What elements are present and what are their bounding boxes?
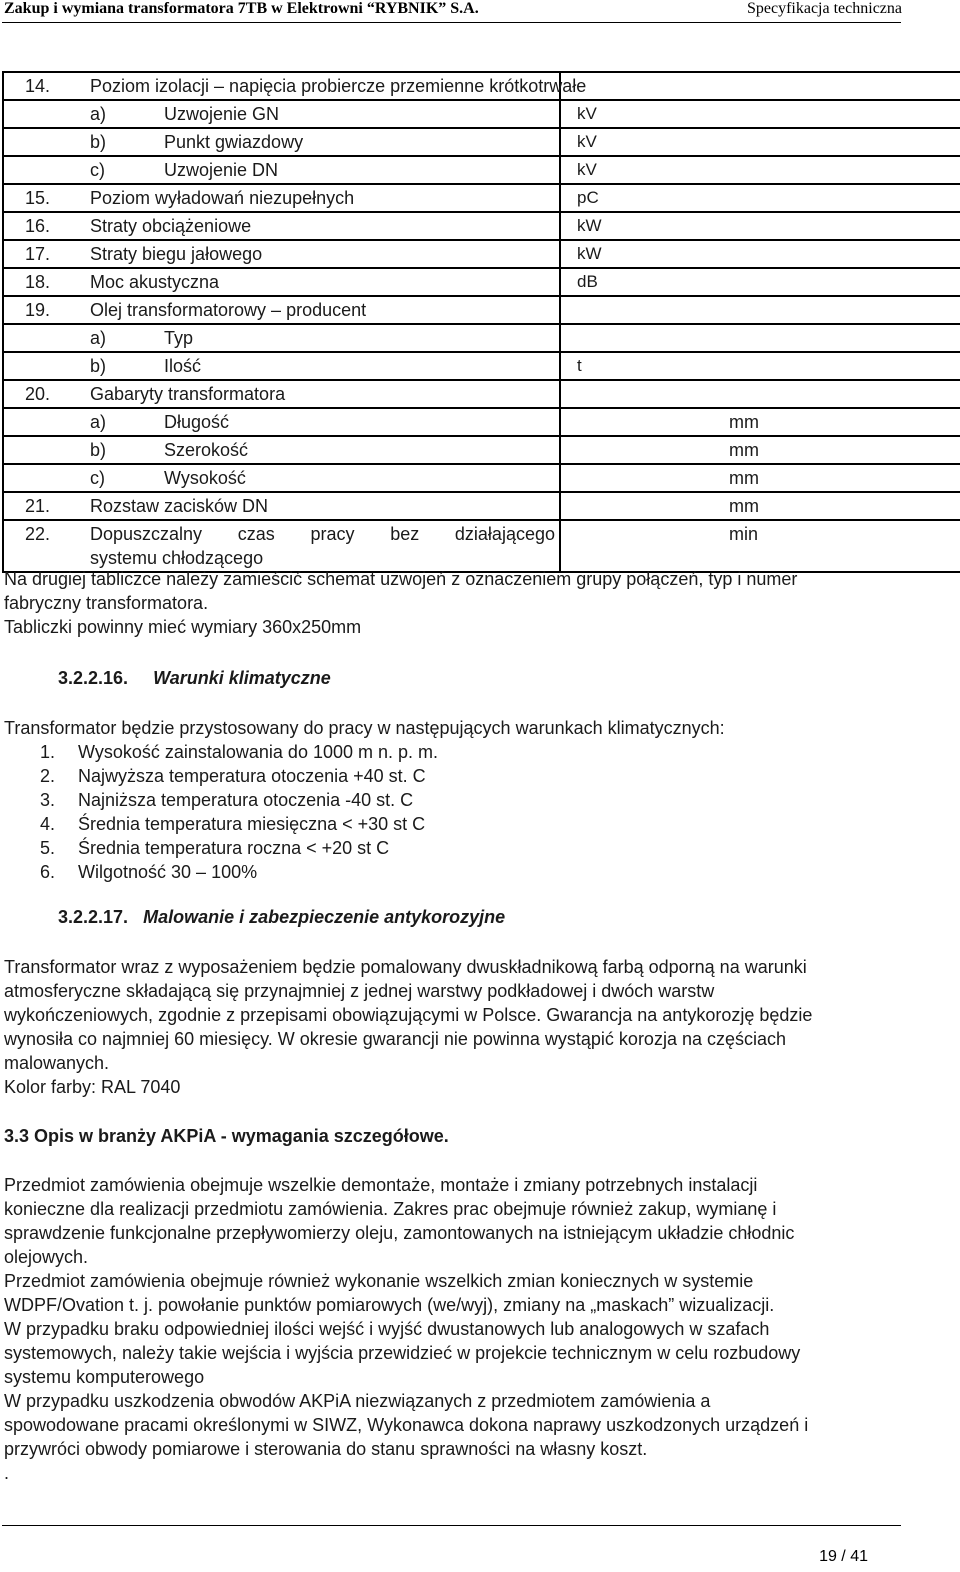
row-label: Ilość <box>164 356 202 376</box>
list-item <box>40 740 438 764</box>
list-item-number: 3. <box>40 790 56 810</box>
list-item-number: 6. <box>40 862 56 882</box>
document-title: Zakup i wymiana transformatora 7TB w Elektrowni “RYBNIK” S.A. <box>4 0 479 17</box>
row-unit: kW <box>577 216 602 235</box>
table-row <box>3 212 960 240</box>
list-item-number: 2. <box>40 766 56 786</box>
row-unit: mm <box>729 440 759 460</box>
row-label: Straty obciążeniowe <box>90 216 252 236</box>
list-item-number: 4. <box>40 814 56 834</box>
page-header <box>0 0 960 30</box>
row-number: 14. <box>25 76 51 96</box>
list-item-text: Najniższa temperatura otoczenia -40 st. C <box>78 790 414 810</box>
section-title: Malowanie i zabezpieczenie antykorozyjne <box>143 907 506 927</box>
table-row <box>3 100 960 128</box>
row-number: 21. <box>25 496 51 516</box>
paragraph-line: . <box>4 1463 10 1483</box>
row-unit: min <box>729 524 759 544</box>
row-sub-index: a) <box>90 328 107 348</box>
row-number: 18. <box>25 272 51 292</box>
row-label: Typ <box>164 328 194 348</box>
row-label: Dopuszczalny czas pracy bez działającego <box>90 524 555 544</box>
paragraph-line: systemu komputerowego <box>4 1367 205 1387</box>
row-label: Straty biegu jałowego <box>90 244 263 264</box>
row-number: 17. <box>25 244 51 264</box>
row-unit: t <box>577 356 582 375</box>
row-number: 22. <box>25 524 51 544</box>
paragraph-line: spowodowane pracami określonymi w SIWZ, Wykonawca dokona naprawy uszkodzonych urządzeń i <box>4 1415 809 1435</box>
table-row <box>3 268 960 296</box>
paragraph-line: sprawdzenie funkcjonalne przepływomierzy oleju, zamontowanych na istniejącym układzie chłodnic <box>4 1223 795 1243</box>
row-unit: kV <box>577 104 597 123</box>
row-label: Moc akustyczna <box>90 272 220 292</box>
row-number: 15. <box>25 188 51 208</box>
section-heading-akpia: 3.3 Opis w branży AKPiA - wymagania szczegółowe. <box>4 1126 449 1146</box>
row-unit: dB <box>577 272 598 291</box>
spec-table <box>2 71 960 573</box>
list-item-text: Średnia temperatura miesięczna < +30 st C <box>78 814 426 834</box>
list-item-number: 1. <box>40 742 56 762</box>
list-item <box>40 836 438 860</box>
list-item-text: Najwyższa temperatura otoczenia +40 st. C <box>78 766 426 786</box>
row-label: Poziom wyładowań niezupełnych <box>90 188 355 208</box>
table-row <box>3 492 960 520</box>
nameplate-note-line3: Tabliczki powinny mieć wymiary 360x250mm <box>4 617 362 637</box>
paragraph-line: malowanych. <box>4 1053 110 1073</box>
row-label: Rozstaw zacisków DN <box>90 496 269 516</box>
row-label: Szerokość <box>164 440 249 460</box>
paragraph-line: W przypadku uszkodzenia obwodów AKPiA niezwiązanych z przedmiotem zamówienia a <box>4 1391 711 1411</box>
table-row <box>3 184 960 212</box>
paragraph-line: wykończeniowych, zgodnie z przepisami obowiązującymi w Polsce. Gwarancja na antykorozję będzie <box>4 1005 813 1025</box>
table-row <box>3 72 960 100</box>
row-number: 16. <box>25 216 51 236</box>
paragraph-line: przywróci obwody pomiarowe i sterowania do stanu sprawności na własny koszt. <box>4 1439 648 1459</box>
paragraph-line: Kolor farby: RAL 7040 <box>4 1077 181 1097</box>
section-heading-climate <box>58 668 331 689</box>
table-row <box>3 464 960 492</box>
row-unit: kV <box>577 160 597 179</box>
row-number: 19. <box>25 300 51 320</box>
paragraph-line: olejowych. <box>4 1247 89 1267</box>
row-unit: kV <box>577 132 597 151</box>
row-sub-index: a) <box>90 104 107 124</box>
paragraph-line: WDPF/Ovation t. j. powołanie punktów pomiarowych (we/wyj), zmiany na „maskach” wizualizacji. <box>4 1295 775 1315</box>
table-row <box>3 324 960 352</box>
row-label: Gabaryty transformatora <box>90 384 286 404</box>
paragraph-line: konieczne dla realizacji przedmiotu zamówienia. Zakres prac obejmuje również zakup, wymianę i <box>4 1199 777 1219</box>
paragraph-line: wynosiła co najmniej 60 miesięcy. W okresie gwarancji nie powinna wystąpić korozja na częściach <box>4 1029 787 1049</box>
row-label-continued: systemu chłodzącego <box>90 548 264 568</box>
row-unit: mm <box>729 412 759 432</box>
climate-intro: Transformator będzie przystosowany do pracy w następujących warunkach klimatycznych: <box>4 718 725 738</box>
section-number: 3.2.2.17. <box>58 907 129 927</box>
row-label: Uzwojenie DN <box>164 160 279 180</box>
list-item <box>40 812 438 836</box>
row-unit: mm <box>729 468 759 488</box>
table-row <box>3 380 960 408</box>
row-label: Długość <box>164 412 230 432</box>
paragraph-line: Przedmiot zamówienia obejmuje również wykonanie wszelkich zmian koniecznych w systemie <box>4 1271 754 1291</box>
row-sub-index: c) <box>90 160 105 180</box>
list-item <box>40 860 438 884</box>
paragraph-line: systemowych, należy takie wejścia i wyjścia przewidzieć w projekcie technicznym w celu rozbudowy <box>4 1343 801 1363</box>
row-sub-index: b) <box>90 440 107 460</box>
climate-list <box>40 740 438 884</box>
table-row <box>3 520 960 572</box>
page-number: 19 / 41 <box>819 1548 868 1565</box>
row-sub-index: b) <box>90 356 107 376</box>
row-label: Punkt gwiazdowy <box>164 132 304 152</box>
section-number: 3.2.2.16. <box>58 668 129 688</box>
list-item <box>40 764 438 788</box>
header-divider <box>2 22 901 23</box>
row-sub-index: b) <box>90 132 107 152</box>
paragraph-line: atmosferyczne składającą się przynajmniej z jednej warstwy podkładowej i dwóch warstw <box>4 981 715 1001</box>
section-heading-painting <box>58 907 505 928</box>
row-label: Poziom izolacji – napięcia probiercze przemienne krótkotrwałe <box>90 76 587 96</box>
list-item-text: Wilgotność 30 – 100% <box>78 862 258 882</box>
table-row <box>3 128 960 156</box>
nameplate-note-line2: fabryczny transformatora. <box>4 593 209 613</box>
footer-divider <box>2 1525 901 1526</box>
table-row <box>3 408 960 436</box>
paragraph-line: W przypadku braku odpowiedniej ilości wejść i wyjść dwustanowych lub analogowych w szafach <box>4 1319 770 1339</box>
table-row <box>3 156 960 184</box>
row-unit: kW <box>577 244 602 263</box>
row-label: Wysokość <box>164 468 246 488</box>
list-item-text: Średnia temperatura roczna < +20 st C <box>78 838 390 858</box>
row-sub-index: c) <box>90 468 105 488</box>
table-row <box>3 296 960 324</box>
list-item-text: Wysokość zainstalowania do 1000 m n. p. m. <box>78 742 439 762</box>
list-item <box>40 788 438 812</box>
row-unit: mm <box>729 496 759 516</box>
list-item-number: 5. <box>40 838 56 858</box>
table-row <box>3 240 960 268</box>
row-label: Olej transformatorowy – producent <box>90 300 367 320</box>
row-number: 20. <box>25 384 51 404</box>
nameplate-note-line1: Na drugiej tabliczce należy zamieścić schemat uzwojeń z oznaczeniem grupy połączeń, typ i numer <box>4 569 798 589</box>
document-type: Specyfikacja techniczna <box>746 0 902 17</box>
paragraph-line: Przedmiot zamówienia obejmuje wszelkie demontaże, montaże i zmiany potrzebnych instalacji <box>4 1175 758 1195</box>
table-row <box>3 352 960 380</box>
row-unit: pC <box>577 188 599 207</box>
table-row <box>3 436 960 464</box>
section-title: Warunki klimatyczne <box>153 668 331 688</box>
paragraph-line: Transformator wraz z wyposażeniem będzie pomalowany dwuskładnikową farbą odporną na warunki <box>4 957 807 977</box>
row-label: Uzwojenie GN <box>164 104 280 124</box>
row-sub-index: a) <box>90 412 107 432</box>
